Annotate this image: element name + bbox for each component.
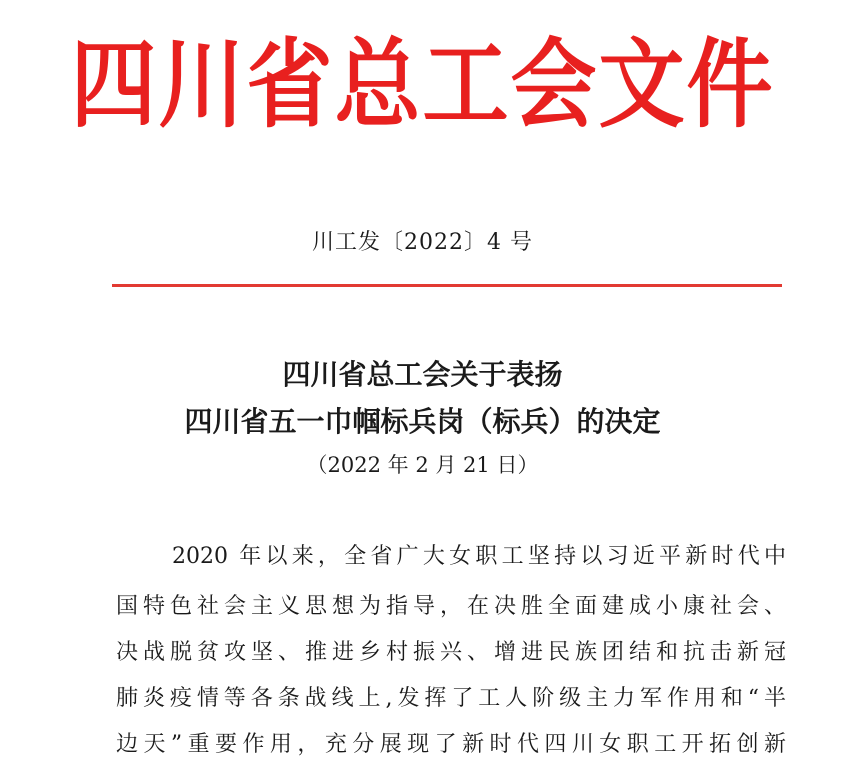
document-title-line-2: 四川省五一巾帼标兵岗（标兵）的决定 (184, 405, 661, 438)
body-paragraph-line: 国特色社会主义思想为指导，在决胜全面建成小康社会、 (116, 594, 786, 619)
body-paragraph-line: 决战脱贫攻坚、推进乡村振兴、增进民族团结和抗击新冠 (116, 640, 786, 665)
document-title-line-1: 四川省总工会关于表扬 (282, 358, 563, 391)
red-divider-rule (112, 284, 782, 287)
body-paragraph-line: 边天”重要作用，充分展现了新时代四川女职工开拓创新 (116, 732, 786, 757)
body-paragraph-line: 2020 年以来，全省广大女职工坚持以习近平新时代中 (172, 544, 786, 569)
masthead-title: 四川省总工会文件 (70, 28, 775, 142)
document-number: 川工发〔2022〕4 号 (312, 230, 533, 255)
body-paragraph-line: 肺炎疫情等各条战线上,发挥了工人阶级主力军作用和“半 (116, 686, 786, 711)
document-date: （2022 年 2 月 21 日） (306, 453, 539, 477)
